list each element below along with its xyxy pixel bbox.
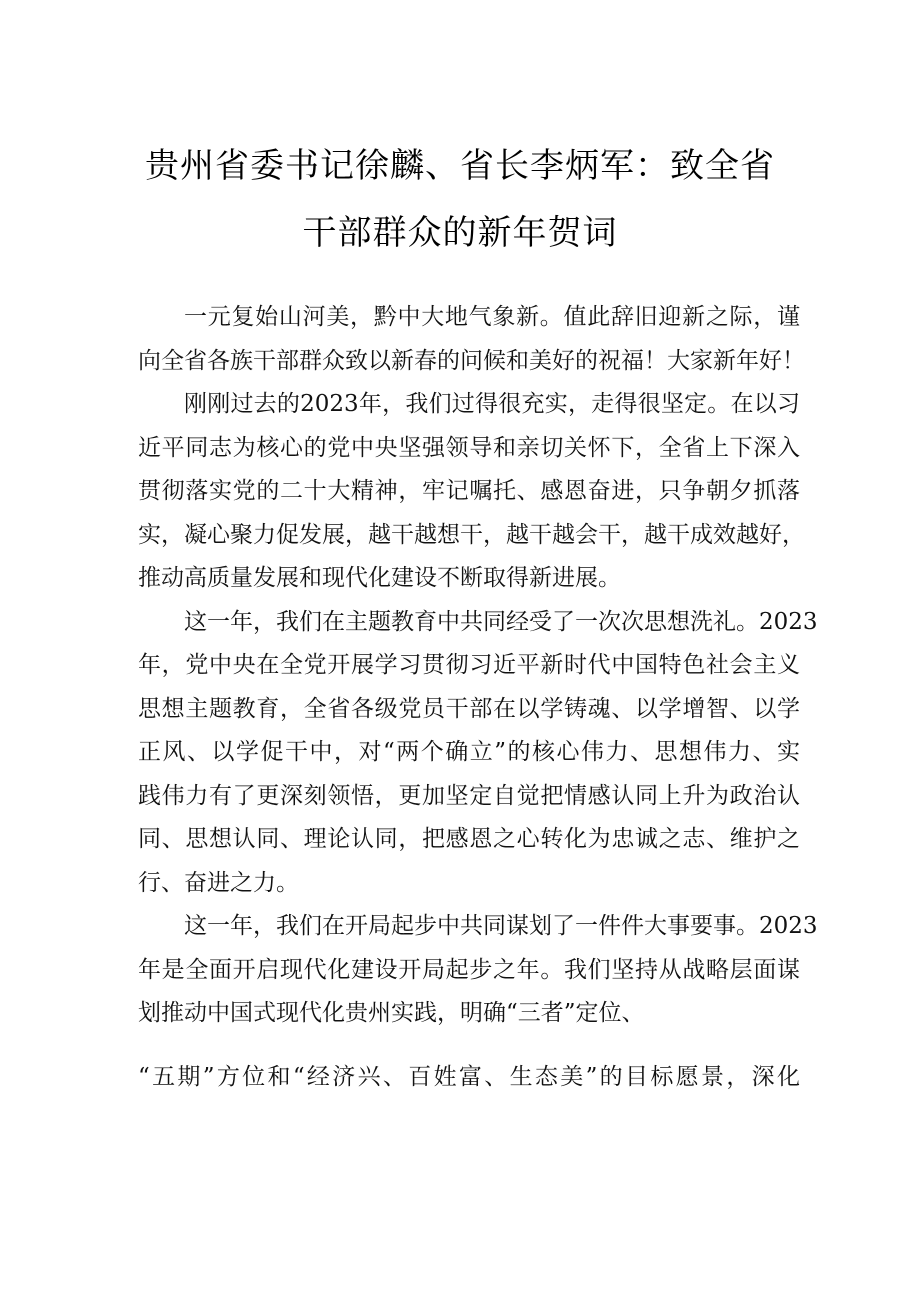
paragraph-line: 贯彻落实党的二十大精神，牢记嘱托、感恩奋进，只争朝夕抓落 (138, 478, 800, 504)
document-title-line-1: 贵州省委书记徐麟、省长李炳军：致全省 (145, 146, 775, 186)
paragraph-line: 推动高质量发展和现代化建设不断取得新进展。 (138, 565, 621, 591)
document-title-line-2: 干部群众的新年贺词 (302, 213, 618, 253)
paragraph-line: 近平同志为核心的党中央坚强领导和亲切关怀下，全省上下深入 (138, 434, 800, 461)
paragraph-line: 一元复始山河美，黔中大地气象新。值此辞旧迎新之际，谨 (184, 304, 800, 330)
paragraph-line: 这一年，我们在开局起步中共同谋划了一件件大事要事。2023 (184, 913, 818, 939)
paragraph-line: 这一年，我们在主题教育中共同经受了一次次思想洗礼。2023 (184, 608, 818, 635)
paragraph-line: 划推动中国式现代化贵州实践，明确“三者”定位、 (138, 1000, 645, 1026)
paragraph-line: 践伟力有了更深刻领悟，更加坚定自觉把情感认同上升为政治认 (138, 782, 800, 809)
paragraph-line: 行、奋进之力。 (138, 869, 299, 896)
paragraph-line: 年，党中央在全党开展学习贯彻习近平新时代中国特色社会主义 (138, 652, 800, 678)
paragraph-line: 向全省各族干部群众致以新春的问候和美好的祝福！大家新年好！ (138, 347, 805, 374)
paragraph-line: 刚刚过去的2023年，我们过得很充实，走得很坚定。在以习 (184, 391, 800, 417)
paragraph-gap (138, 1036, 800, 1056)
document-body (138, 296, 818, 1099)
paragraph-line: 思想主题教育，全省各级党员干部在以学铸魂、以学增智、以学 (138, 695, 800, 722)
paragraph-line: 年是全面开启现代化建设开局起步之年。我们坚持从战略层面谋 (138, 956, 800, 983)
paragraph-line: 同、思想认同、理论认同，把感恩之心转化为忠诚之志、维护之 (138, 826, 800, 852)
paragraph-line: 正风、以学促干中，对“两个确立”的核心伟力、思想伟力、实 (138, 739, 800, 765)
paragraph-line: “五期”方位和“经济兴、百姓富、生态美”的目标愿景，深化 (138, 1063, 800, 1090)
paragraph-line: 实，凝心聚力促发展，越干越想干，越干越会干，越干成效越好， (138, 521, 805, 548)
